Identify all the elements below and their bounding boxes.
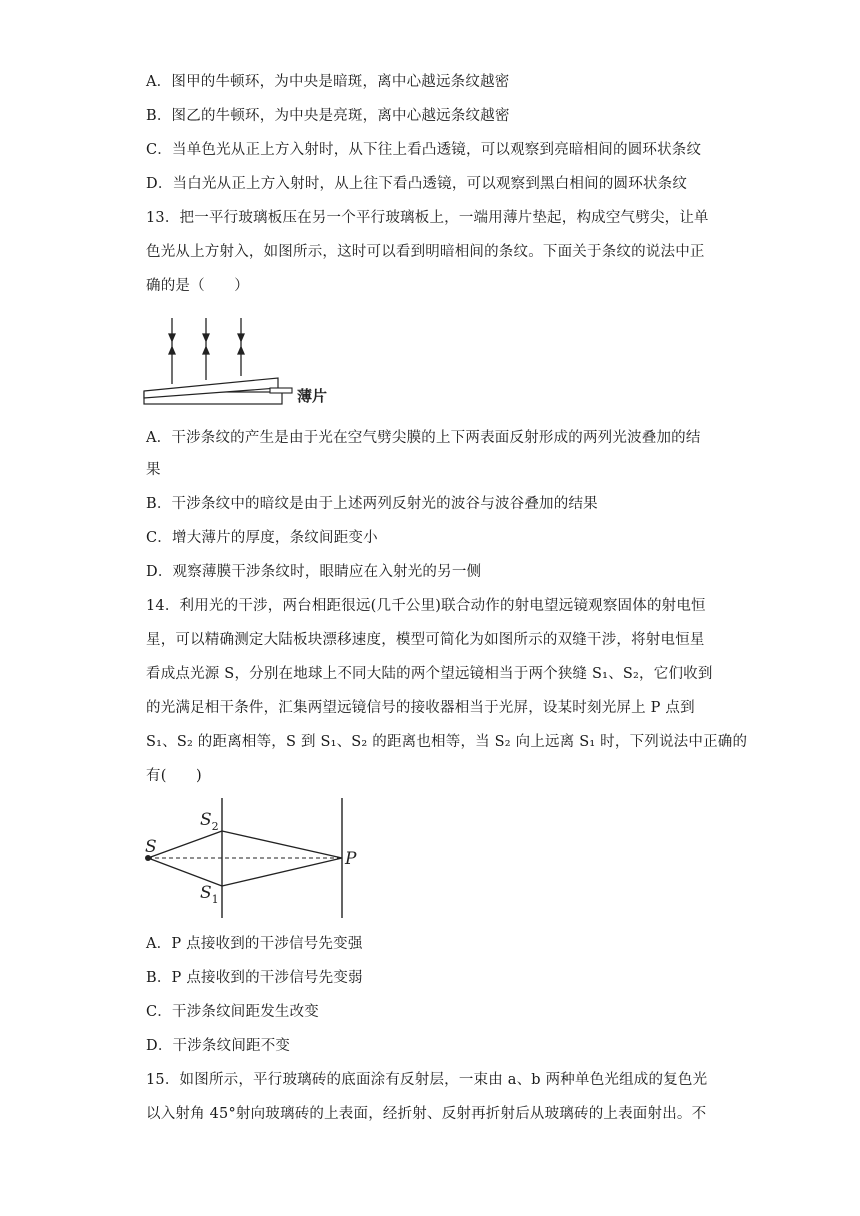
top-glass-plate	[144, 378, 278, 398]
q14-option-b: B．P 点接收到的干涉信号先变弱	[146, 970, 363, 986]
air-wedge-figure	[140, 312, 340, 408]
label-p: P	[345, 849, 357, 869]
q12-option-d: D．当白光从正上方入射时，从上往下看凸透镜，可以观察到黑白相间的圆环状条纹	[146, 176, 688, 192]
q15-stem-line-1: 15．如图所示，平行玻璃砖的底面涂有反射层，一束由 a、b 两种单色光组成的复色光	[146, 1072, 708, 1088]
label-s: S	[145, 837, 157, 857]
q14-option-c: C．干涉条纹间距发生改变	[146, 1004, 319, 1020]
incident-rays	[169, 318, 244, 384]
svg-text:S1	[200, 883, 219, 906]
q12-option-c: C．当单色光从正上方入射时，从下往上看凸透镜，可以观察到亮暗相间的圆环状条纹	[146, 142, 702, 158]
q14-option-d: D．干涉条纹间距不变	[146, 1038, 291, 1054]
label-s2-subscript: 2	[211, 820, 219, 833]
q14-stem-line-4: 的光满足相干条件，汇集两望远镜信号的接收器相当于光屏，设某时刻光屏上 P 点到	[146, 700, 695, 716]
q13-stem-line-3: 确的是（ ）	[146, 278, 249, 294]
shim-piece	[270, 388, 292, 393]
q13-option-b: B．干涉条纹中的暗纹是由于上述两列反射光的波谷与波谷叠加的结果	[146, 496, 598, 512]
q13-option-a-line-1: A．干涉条纹的产生是由于光在空气劈尖膜的上下两表面反射形成的两列光波叠加的结	[146, 430, 701, 446]
double-slit-figure	[140, 794, 370, 924]
q14-stem-line-3: 看成点光源 S，分别在地球上不同大陆的两个望远镜相当于两个狭缝 S₁、S₂，它们收到	[146, 666, 713, 682]
q12-option-a: A．图甲的牛顿环，为中央是暗斑，离中心越远条纹越密	[146, 74, 510, 90]
label-s1-subscript: 1	[211, 893, 219, 906]
q14-stem-line-5: S₁、S₂ 的距离相等，S 到 S₁、S₂ 的距离也相等，当 S₂ 向上远离 S₁ 时，下列说法中正确的	[146, 734, 748, 750]
shim-label: 薄片	[297, 387, 328, 405]
q14-option-a: A．P 点接收到的干涉信号先变强	[146, 936, 363, 952]
q13-stem-line-1: 13．把一平行玻璃板压在另一个平行玻璃板上，一端用薄片垫起，构成空气劈尖，让单	[146, 210, 709, 226]
q13-option-d: D．观察薄膜干涉条纹时，眼睛应在入射光的另一侧	[146, 564, 482, 580]
q13-option-a-line-2: 果	[146, 462, 161, 478]
label-s1: S	[200, 883, 212, 903]
q14-stem-line-2: 星，可以精确测定大陆板块漂移速度，模型可简化为如图所示的双缝干涉，将射电恒星	[146, 632, 705, 648]
q15-stem-line-2: 以入射角 45°射向玻璃砖的上表面，经折射、反射再折射后从玻璃砖的上表面射出。不	[146, 1106, 707, 1122]
q13-option-c: C．增大薄片的厚度，条纹间距变小	[146, 530, 378, 546]
q14-stem-line-1: 14．利用光的干涉，两台相距很远(几千公里)联合动作的射电望远镜观察固体的射电恒	[146, 598, 706, 614]
q14-stem-line-6: 有( )	[146, 768, 202, 784]
q12-option-b: B．图乙的牛顿环，为中央是亮斑，离中心越远条纹越密	[146, 108, 510, 124]
label-s2: S	[200, 810, 212, 830]
svg-text:S2	[200, 810, 219, 833]
q13-stem-line-2: 色光从上方射入，如图所示，这时可以看到明暗相间的条纹。下面关于条纹的说法中正	[146, 244, 705, 260]
